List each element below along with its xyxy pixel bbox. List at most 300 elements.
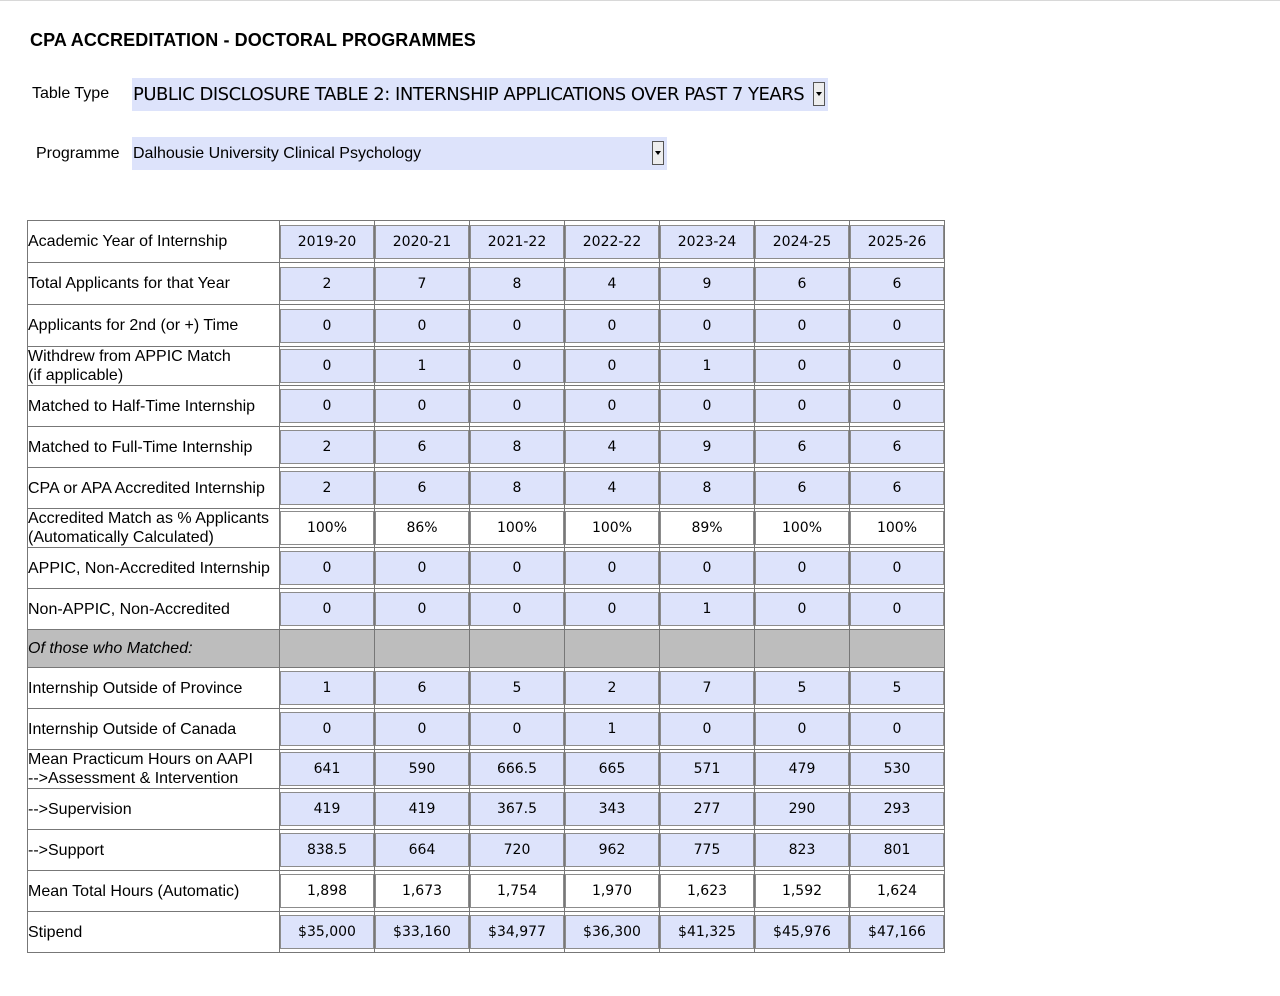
table-header-row — [28, 221, 945, 263]
value-cell — [660, 668, 755, 709]
row-label — [28, 668, 280, 709]
value-field[interactable]: 6 — [850, 471, 944, 505]
value-cell — [660, 386, 755, 427]
value-field[interactable]: 720 — [470, 833, 564, 867]
value-cell — [375, 709, 470, 750]
row-label — [28, 468, 280, 509]
value-field[interactable]: 0 — [755, 592, 849, 626]
value-field[interactable]: 9 — [660, 430, 754, 464]
value-cell — [280, 589, 375, 630]
internship-table — [27, 220, 945, 953]
section-cell — [755, 630, 850, 668]
programme-select[interactable] — [132, 137, 667, 170]
value-field[interactable]: 6 — [755, 430, 849, 464]
value-cell — [470, 750, 565, 789]
table-row — [28, 750, 945, 789]
value-field[interactable]: 1 — [565, 712, 659, 746]
value-field[interactable]: 6 — [850, 267, 944, 301]
value-cell — [660, 263, 755, 305]
value-cell — [660, 709, 755, 750]
value-cell — [470, 263, 565, 305]
value-field[interactable]: 0 — [660, 551, 754, 585]
value-cell — [755, 263, 850, 305]
value-field[interactable]: 0 — [565, 349, 659, 383]
value-cell — [660, 468, 755, 509]
value-field[interactable]: 0 — [755, 349, 849, 383]
value-field[interactable]: 419 — [375, 792, 469, 826]
row-label — [28, 427, 280, 468]
value-field[interactable]: 4 — [565, 267, 659, 301]
value-cell — [850, 263, 945, 305]
table-row — [28, 427, 945, 468]
value-cell — [565, 386, 660, 427]
value-field[interactable]: 0 — [375, 551, 469, 585]
value-field[interactable]: 6 — [375, 471, 469, 505]
value-field[interactable]: 2 — [280, 267, 374, 301]
value-cell — [755, 386, 850, 427]
value-cell — [660, 509, 755, 548]
value-field[interactable]: 290 — [755, 792, 849, 826]
value-field[interactable]: 1 — [660, 349, 754, 383]
value-field[interactable]: 0 — [565, 389, 659, 423]
section-row — [28, 630, 945, 668]
row-label-text-line2: (Automatically Calculated) — [28, 529, 214, 546]
value-cell — [565, 871, 660, 912]
value-cell — [850, 427, 945, 468]
value-field[interactable]: 8 — [470, 267, 564, 301]
value-field[interactable]: 530 — [850, 752, 944, 786]
value-cell — [470, 509, 565, 548]
year-header-cell — [375, 221, 470, 263]
value-field[interactable]: 343 — [565, 792, 659, 826]
value-field[interactable]: 0 — [470, 712, 564, 746]
value-field[interactable]: 293 — [850, 792, 944, 826]
row-label — [28, 305, 280, 347]
value-cell — [565, 912, 660, 953]
value-cell — [660, 750, 755, 789]
calculated-field: 86% — [375, 511, 469, 545]
value-field[interactable]: 0 — [660, 712, 754, 746]
year-field[interactable]: 2023-24 — [660, 225, 754, 259]
value-cell — [375, 468, 470, 509]
value-field[interactable]: $34,977 — [470, 915, 564, 949]
calculated-field: 100% — [850, 511, 944, 545]
value-field[interactable]: $41,325 — [660, 915, 754, 949]
year-field[interactable]: 2021-22 — [470, 225, 564, 259]
value-cell — [565, 509, 660, 548]
value-cell — [565, 468, 660, 509]
value-field[interactable]: 6 — [850, 430, 944, 464]
value-cell — [850, 347, 945, 386]
programme-value: Dalhousie University Clinical Psychology — [133, 144, 422, 162]
value-field[interactable]: 0 — [280, 592, 374, 626]
table-row — [28, 548, 945, 589]
value-field[interactable]: 0 — [755, 551, 849, 585]
value-cell — [755, 668, 850, 709]
value-field[interactable]: 0 — [850, 349, 944, 383]
calculated-field: 1,673 — [375, 874, 469, 908]
table-row — [28, 347, 945, 386]
value-field[interactable]: 664 — [375, 833, 469, 867]
value-cell — [755, 548, 850, 589]
value-cell — [755, 305, 850, 347]
row-label-text: CPA or APA Accredited Internship — [28, 479, 265, 497]
value-field[interactable]: 801 — [850, 833, 944, 867]
value-cell — [850, 509, 945, 548]
value-field[interactable]: 1 — [280, 671, 374, 705]
calculated-field: 100% — [565, 511, 659, 545]
row-label-text: Stipend — [28, 923, 83, 941]
value-field[interactable]: 0 — [565, 309, 659, 343]
table-row — [28, 709, 945, 750]
value-field[interactable]: 1 — [660, 592, 754, 626]
table-row — [28, 668, 945, 709]
row-label-text: Mean Total Hours (Automatic) — [28, 882, 240, 900]
value-field[interactable]: 1 — [375, 349, 469, 383]
value-cell — [375, 548, 470, 589]
value-cell — [470, 427, 565, 468]
row-label — [28, 912, 280, 953]
value-cell — [280, 750, 375, 789]
value-field[interactable]: 0 — [755, 712, 849, 746]
value-cell — [850, 789, 945, 830]
value-cell — [565, 830, 660, 871]
calculated-field: 89% — [660, 511, 754, 545]
value-cell — [280, 709, 375, 750]
year-header-cell — [850, 221, 945, 263]
value-cell — [375, 589, 470, 630]
year-header-cell — [280, 221, 375, 263]
chevron-down-icon[interactable] — [652, 141, 664, 165]
value-cell — [755, 789, 850, 830]
value-cell — [755, 468, 850, 509]
section-cell — [375, 630, 470, 668]
calculated-field: 100% — [470, 511, 564, 545]
value-field[interactable]: 0 — [850, 712, 944, 746]
row-label-text: -->Supervision — [28, 800, 132, 818]
value-field[interactable]: $47,166 — [850, 915, 944, 949]
value-cell — [470, 912, 565, 953]
value-field[interactable]: 0 — [280, 349, 374, 383]
value-field[interactable]: $45,976 — [755, 915, 849, 949]
value-cell — [850, 305, 945, 347]
value-cell — [850, 548, 945, 589]
value-cell — [280, 347, 375, 386]
value-field[interactable]: 0 — [660, 389, 754, 423]
row-label-text: Withdrew from APPIC Match — [28, 348, 231, 365]
value-cell — [375, 427, 470, 468]
value-cell — [470, 830, 565, 871]
value-cell — [470, 305, 565, 347]
value-field[interactable]: 641 — [280, 752, 374, 786]
year-header-cell — [470, 221, 565, 263]
row-label: Academic Year of Internship — [28, 221, 280, 263]
value-field[interactable]: 0 — [565, 551, 659, 585]
calculated-field: 1,624 — [850, 874, 944, 908]
top-divider — [0, 0, 1280, 1]
value-cell — [470, 709, 565, 750]
value-field[interactable]: 7 — [375, 267, 469, 301]
value-field[interactable]: 0 — [280, 389, 374, 423]
row-label — [28, 750, 280, 789]
value-cell — [470, 386, 565, 427]
calculated-field: 1,754 — [470, 874, 564, 908]
value-cell — [660, 912, 755, 953]
value-cell — [850, 830, 945, 871]
programme-label: Programme — [36, 145, 120, 162]
year-field[interactable]: 2020-21 — [375, 225, 469, 259]
year-field[interactable]: 2022-22 — [565, 225, 659, 259]
section-cell — [660, 630, 755, 668]
year-field[interactable]: 2019-20 — [280, 225, 374, 259]
value-field[interactable]: 2 — [280, 471, 374, 505]
value-field[interactable]: 479 — [755, 752, 849, 786]
row-label-text: Matched to Half-Time Internship — [28, 397, 256, 415]
value-cell — [850, 668, 945, 709]
year-header-cell — [565, 221, 660, 263]
value-field[interactable]: 823 — [755, 833, 849, 867]
value-field[interactable]: 0 — [375, 592, 469, 626]
row-label — [28, 509, 280, 548]
value-cell — [470, 589, 565, 630]
value-cell — [850, 468, 945, 509]
value-cell — [565, 347, 660, 386]
row-label — [28, 589, 280, 630]
value-field[interactable]: 0 — [470, 551, 564, 585]
value-field[interactable]: 0 — [850, 551, 944, 585]
row-label — [28, 548, 280, 589]
value-cell — [850, 912, 945, 953]
value-field[interactable]: 2 — [565, 671, 659, 705]
calculated-field: 100% — [755, 511, 849, 545]
value-field[interactable]: 7 — [660, 671, 754, 705]
value-field[interactable]: 0 — [755, 389, 849, 423]
value-field[interactable]: 0 — [470, 349, 564, 383]
row-label-text: Internship Outside of Province — [28, 679, 243, 697]
table-row — [28, 509, 945, 548]
value-cell — [470, 668, 565, 709]
table-row — [28, 386, 945, 427]
section-cell — [565, 630, 660, 668]
value-cell — [375, 750, 470, 789]
section-cell — [850, 630, 945, 668]
value-cell — [755, 427, 850, 468]
value-field[interactable]: 775 — [660, 833, 754, 867]
value-cell — [375, 347, 470, 386]
table-row — [28, 789, 945, 830]
value-cell — [470, 347, 565, 386]
row-label-text: Accredited Match as % Applicants — [28, 510, 270, 527]
value-cell — [470, 548, 565, 589]
value-cell — [660, 548, 755, 589]
value-field[interactable]: 0 — [850, 389, 944, 423]
value-cell — [280, 386, 375, 427]
value-field[interactable]: 8 — [470, 430, 564, 464]
value-cell — [660, 427, 755, 468]
section-cell — [470, 630, 565, 668]
value-field[interactable]: 0 — [470, 592, 564, 626]
value-cell — [375, 668, 470, 709]
value-field[interactable]: 4 — [565, 430, 659, 464]
row-label-text: Applicants for 2nd (or +) Time — [28, 317, 239, 334]
table-type-value: PUBLIC DISCLOSURE TABLE 2: INTERNSHIP APPLICATIONS OVER PAST 7 YEARS — [133, 84, 805, 105]
value-cell — [280, 263, 375, 305]
value-field[interactable]: 419 — [280, 792, 374, 826]
value-field[interactable]: 590 — [375, 752, 469, 786]
value-field[interactable]: $33,160 — [375, 915, 469, 949]
value-field[interactable]: 0 — [280, 309, 374, 343]
value-field[interactable]: 9 — [660, 267, 754, 301]
value-field[interactable]: 367.5 — [470, 792, 564, 826]
row-label-text-line2: (if applicable) — [28, 367, 124, 384]
value-field[interactable]: 8 — [660, 471, 754, 505]
value-field[interactable]: 0 — [375, 389, 469, 423]
row-label-text: APPIC, Non-Accredited Internship — [28, 559, 270, 577]
value-field[interactable]: 665 — [565, 752, 659, 786]
value-field[interactable]: 962 — [565, 833, 659, 867]
row-label — [28, 709, 280, 750]
value-field[interactable]: 666.5 — [470, 752, 564, 786]
table-row — [28, 830, 945, 871]
row-label-text: Total Applicants for that Year — [28, 275, 230, 292]
value-field[interactable]: 0 — [280, 712, 374, 746]
value-field[interactable]: 6 — [755, 471, 849, 505]
year-field[interactable]: 2024-25 — [755, 225, 849, 259]
section-cell — [280, 630, 375, 668]
value-cell — [565, 263, 660, 305]
value-cell — [375, 386, 470, 427]
value-cell — [660, 305, 755, 347]
value-cell — [280, 509, 375, 548]
value-field[interactable]: 277 — [660, 792, 754, 826]
value-field[interactable]: 0 — [470, 309, 564, 343]
value-cell — [470, 789, 565, 830]
value-field[interactable]: 571 — [660, 752, 754, 786]
value-field[interactable]: 2 — [280, 430, 374, 464]
row-label-text: -->Support — [28, 841, 105, 859]
value-field[interactable]: 0 — [755, 309, 849, 343]
value-field[interactable]: 0 — [850, 309, 944, 343]
row-label — [28, 830, 280, 871]
value-cell — [755, 709, 850, 750]
value-cell — [755, 750, 850, 789]
calculated-field: 1,623 — [660, 874, 754, 908]
value-cell — [375, 830, 470, 871]
row-label-text: Matched to Full-Time Internship — [28, 438, 253, 456]
value-field[interactable]: 5 — [850, 671, 944, 705]
value-cell — [565, 548, 660, 589]
value-field[interactable]: $35,000 — [280, 915, 374, 949]
chevron-down-icon[interactable] — [813, 82, 825, 106]
calculated-field: 1,592 — [755, 874, 849, 908]
value-field[interactable]: 4 — [565, 471, 659, 505]
value-field[interactable]: 6 — [375, 430, 469, 464]
table-row — [28, 589, 945, 630]
value-field[interactable]: 0 — [375, 712, 469, 746]
value-cell — [375, 305, 470, 347]
value-cell — [375, 509, 470, 548]
value-field[interactable]: 838.5 — [280, 833, 374, 867]
year-field[interactable]: 2025-26 — [850, 225, 944, 259]
value-cell — [660, 789, 755, 830]
value-cell — [280, 427, 375, 468]
value-cell — [565, 750, 660, 789]
value-cell — [375, 263, 470, 305]
row-label-text: Non-APPIC, Non-Accredited — [28, 600, 230, 618]
table-row — [28, 305, 945, 347]
table-row — [28, 912, 945, 953]
calculated-field: 1,898 — [280, 874, 374, 908]
calculated-field: 1,970 — [565, 874, 659, 908]
value-field[interactable]: 6 — [375, 671, 469, 705]
value-cell — [375, 789, 470, 830]
value-field[interactable]: 0 — [280, 551, 374, 585]
year-header-cell — [755, 221, 850, 263]
value-cell — [660, 589, 755, 630]
row-label — [28, 630, 280, 668]
value-cell — [470, 871, 565, 912]
calculated-field: 100% — [280, 511, 374, 545]
value-field[interactable]: $36,300 — [565, 915, 659, 949]
value-cell — [280, 305, 375, 347]
row-label-text: Mean Practicum Hours on AAPI — [28, 751, 253, 768]
table-type-label: Table Type — [32, 85, 110, 102]
row-label — [28, 871, 280, 912]
value-cell — [755, 830, 850, 871]
value-field[interactable]: 5 — [470, 671, 564, 705]
value-cell — [850, 709, 945, 750]
value-field[interactable]: 0 — [565, 592, 659, 626]
value-cell — [565, 668, 660, 709]
row-label-text: Of those who Matched: — [28, 640, 193, 657]
row-label — [28, 386, 280, 427]
table-row — [28, 871, 945, 912]
row-label — [28, 789, 280, 830]
value-cell — [280, 468, 375, 509]
value-cell — [850, 386, 945, 427]
value-field[interactable]: 0 — [375, 309, 469, 343]
table-row — [28, 263, 945, 305]
value-field[interactable]: 0 — [850, 592, 944, 626]
value-field[interactable]: 5 — [755, 671, 849, 705]
value-cell — [755, 912, 850, 953]
value-cell — [660, 830, 755, 871]
value-cell — [375, 912, 470, 953]
table-row — [28, 468, 945, 509]
value-field[interactable]: 8 — [470, 471, 564, 505]
value-cell — [660, 347, 755, 386]
value-field[interactable]: 0 — [470, 389, 564, 423]
value-cell — [280, 830, 375, 871]
value-cell — [755, 347, 850, 386]
value-field[interactable]: 0 — [660, 309, 754, 343]
table-type-select[interactable] — [132, 78, 828, 111]
value-cell — [280, 668, 375, 709]
value-cell — [280, 912, 375, 953]
value-cell — [565, 305, 660, 347]
value-field[interactable]: 6 — [755, 267, 849, 301]
value-cell — [565, 427, 660, 468]
value-cell — [280, 789, 375, 830]
value-cell — [755, 509, 850, 548]
value-cell — [280, 871, 375, 912]
value-cell — [565, 709, 660, 750]
value-cell — [755, 871, 850, 912]
row-label-text-line2: -->Assessment & Intervention — [28, 770, 239, 787]
value-cell — [850, 750, 945, 789]
value-cell — [470, 468, 565, 509]
value-cell — [565, 789, 660, 830]
